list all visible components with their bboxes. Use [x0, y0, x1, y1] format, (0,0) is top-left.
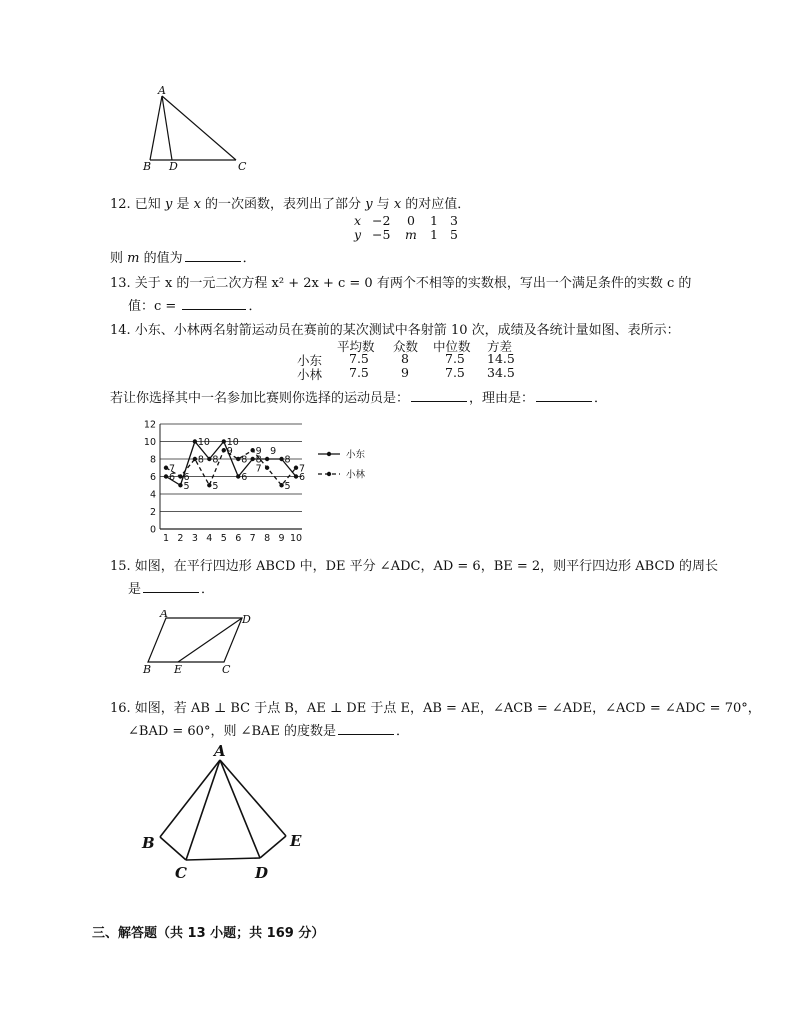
data-point [236, 457, 240, 461]
data-label: 8 [284, 454, 291, 466]
table-cell: 8 [401, 351, 409, 366]
question-15-line1: 15. 如图，在平行四边形 ABCD 中，DE 平分 ∠ADC，AD = 6，BE = 2，则平行四边形 ABCD 的周长 [110, 559, 718, 574]
vertex-label-c: C [238, 160, 247, 173]
data-point [178, 483, 182, 487]
vertex-label-b: B [143, 663, 152, 676]
table-cell: 1 [430, 213, 438, 228]
data-point [279, 457, 283, 461]
segment-ac [162, 96, 236, 160]
data-point [222, 439, 226, 443]
table-cell: 3 [450, 213, 458, 228]
y-tick-label: 6 [149, 472, 156, 483]
x-tick-label: 8 [264, 533, 271, 544]
parallelogram-abcd [148, 618, 242, 662]
table-cell: 7.5 [349, 365, 369, 380]
x-tick-label: 7 [249, 533, 256, 544]
vertex-label-d: D [169, 160, 178, 173]
table-row-label: 小林 [297, 367, 323, 382]
data-point [294, 466, 298, 470]
data-point [250, 448, 254, 452]
question-12-table [350, 213, 470, 243]
y-tick-label: 12 [143, 419, 156, 431]
data-label: 8 [255, 454, 262, 466]
x-tick-label: 10 [289, 533, 303, 544]
x-tick-label: 6 [235, 533, 242, 544]
data-label: 8 [212, 454, 219, 466]
data-point [178, 474, 182, 478]
data-point [193, 457, 197, 461]
data-label: 7 [255, 463, 262, 475]
x-tick-label: 1 [162, 533, 170, 544]
table-cell: m [405, 227, 417, 242]
data-point [164, 466, 168, 470]
vertex-label-c: C [175, 864, 187, 882]
question-13-line1: 13. 关于 x 的一元二次方程 x² + 2x + c = 0 有两个不相等的实数根，写出一个满足条件的实数 c 的 [110, 276, 692, 291]
legend-label: 小林 [346, 469, 366, 481]
question-16-line1: 16. 如图，若 AB ⊥ BC 于点 B，AE ⊥ DE 于点 E，AB = AE，∠ACB = ∠ADE，∠ACD = ∠ADC = 70°， [110, 701, 761, 716]
question-14-intro: 14. 小东、小林两名射箭运动员在赛前的某次测试中各射箭 10 次，成绩及各统计量如图、表所示： [110, 323, 680, 338]
data-label: 9 [255, 445, 262, 457]
y-tick-label: 0 [149, 524, 156, 536]
y-tick-label: 4 [149, 489, 156, 501]
triangle-figure [140, 84, 255, 176]
table-cell: −5 [372, 227, 391, 242]
segment-ab [160, 760, 220, 837]
vertex-label-b: B [142, 834, 155, 852]
segment-de [260, 836, 286, 858]
table-cell: 1 [430, 227, 438, 242]
vertex-label-d: D [255, 864, 269, 882]
data-label: 10 [197, 437, 210, 448]
segment-ad [220, 760, 260, 858]
vertex-label-d: D [242, 613, 251, 626]
data-point [207, 483, 211, 487]
table-cell: 7.5 [349, 351, 369, 366]
answer-blank[interactable] [185, 249, 241, 262]
data-label: 9 [226, 445, 233, 457]
vertex-label-c: C [222, 663, 231, 676]
legend-marker [327, 452, 331, 456]
x-tick-label: 2 [177, 533, 184, 544]
table-header: 方差 [487, 339, 513, 354]
table-cell: 34.5 [487, 365, 515, 380]
answer-blank[interactable] [411, 389, 467, 402]
data-label: 8 [241, 454, 248, 466]
table-cell: 5 [450, 227, 458, 242]
data-point [265, 457, 269, 461]
parallelogram-figure [138, 610, 258, 678]
question-15-line2: 是 ． [128, 582, 215, 597]
table-cell: 7.5 [445, 365, 465, 380]
data-point [236, 474, 240, 478]
table-header: 平均数 [337, 339, 375, 354]
table-cell: 9 [401, 365, 409, 380]
table-cell: −2 [372, 213, 391, 228]
data-point [222, 448, 226, 452]
vertex-label-e: E [290, 832, 302, 850]
vertex-label-e: E [174, 663, 183, 676]
table-header: 中位数 [433, 339, 471, 354]
table-cell: x [354, 213, 362, 228]
vertex-label-a: A [214, 742, 226, 760]
data-label: 8 [197, 454, 204, 466]
data-point [294, 474, 298, 478]
data-label: 5 [212, 480, 219, 492]
answer-blank[interactable] [338, 722, 394, 735]
data-label: 9 [270, 445, 277, 457]
data-label: 6 [241, 472, 248, 483]
data-label: 7 [169, 463, 176, 475]
segment-ad [162, 96, 172, 160]
data-point [164, 474, 168, 478]
x-tick-label: 9 [278, 533, 285, 544]
answer-blank[interactable] [143, 580, 199, 593]
segment-cd [186, 858, 260, 860]
x-tick-label: 5 [220, 533, 227, 544]
y-tick-label: 2 [149, 507, 156, 518]
data-point [250, 457, 254, 461]
pentagon-figure [138, 740, 308, 885]
segment-ab [150, 96, 162, 160]
data-label: 6 [169, 472, 176, 483]
vertex-label-b: B [143, 160, 152, 173]
data-point [279, 483, 283, 487]
legend-label: 小东 [346, 449, 366, 461]
vertex-label-a: A [160, 610, 168, 620]
data-point [193, 439, 197, 443]
question-14-question: 若让你选择其中一名参加比赛则你选择的运动员是： ，理由是： ． [110, 391, 608, 406]
data-label: 7 [299, 463, 306, 475]
vertex-label-a: A [158, 84, 166, 97]
data-label: 5 [183, 480, 190, 492]
segment-bc [160, 837, 186, 860]
y-tick-label: 8 [149, 454, 156, 466]
x-tick-label: 3 [191, 533, 198, 544]
data-label: 10 [226, 437, 239, 448]
table-cell: 7.5 [445, 351, 465, 366]
answer-blank[interactable] [536, 389, 592, 402]
data-label: 5 [284, 480, 291, 492]
segment-ea [220, 760, 286, 836]
question-14-stats-table [297, 337, 527, 383]
table-cell: 14.5 [487, 351, 515, 366]
data-label: 6 [183, 472, 190, 483]
data-label: 6 [299, 472, 306, 483]
score-line-chart [130, 418, 390, 544]
legend-marker [327, 472, 331, 476]
segment-ac [186, 760, 220, 860]
table-header: 众数 [393, 339, 419, 354]
question-16-line2: ∠BAD = 60°，则 ∠BAE 的度数是 ． [128, 724, 410, 739]
table-cell: 0 [407, 213, 415, 228]
question-12-answer: 则 m 的值为 ． [110, 251, 256, 266]
data-point [265, 466, 269, 470]
table-cell: y [354, 227, 362, 242]
y-tick-label: 10 [143, 437, 156, 448]
x-tick-label: 4 [206, 533, 213, 544]
answer-blank[interactable] [182, 297, 246, 310]
question-12-text: 12. 已知 y 是 x 的一次函数，表列出了部分 y 与 x 的对应值． [110, 197, 471, 212]
data-point [207, 457, 211, 461]
table-row-label: 小东 [297, 353, 323, 368]
section-3-title: 三、解答题（共 13 小题；共 169 分） [92, 926, 325, 941]
question-13-line2: 值：c = ． [128, 299, 262, 314]
